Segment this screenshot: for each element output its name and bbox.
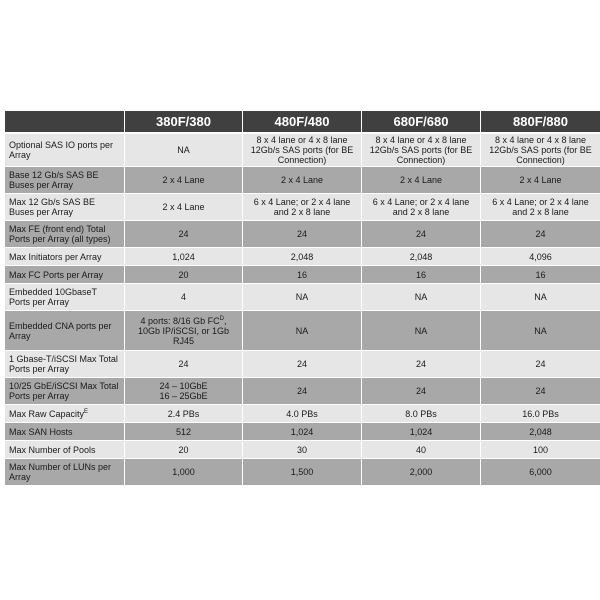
table-cell: 6,000 xyxy=(481,459,600,486)
row-label: Max SAN Hosts xyxy=(5,423,125,441)
table-cell: 2,048 xyxy=(243,248,362,266)
row-label: Max Initiators per Array xyxy=(5,248,125,266)
table-cell: 8 x 4 lane or 4 x 8 lane 12Gb/s SAS ports (for BE Connection) xyxy=(243,133,362,167)
table-row xyxy=(5,378,600,405)
column-header-380: 380F/380 xyxy=(125,111,243,134)
row-label: 10/25 GbE/iSCSI Max Total Ports per Array xyxy=(5,378,125,405)
column-header-880: 880F/880 xyxy=(481,111,600,134)
table-cell: 24 xyxy=(125,351,243,378)
row-label: 1 Gbase-T/iSCSI Max Total Ports per Array xyxy=(5,351,125,378)
spec-table xyxy=(4,110,600,486)
table-cell: 6 x 4 Lane; or 2 x 4 lane and 2 x 8 lane xyxy=(243,194,362,221)
table-cell: NA xyxy=(362,284,481,311)
row-label: Base 12 Gb/s SAS BE Buses per Array xyxy=(5,167,125,194)
table-cell: 16 xyxy=(243,266,362,284)
column-header-480: 480F/480 xyxy=(243,111,362,134)
table-cell: 2.4 PBs xyxy=(125,405,243,423)
table-cell: 1,024 xyxy=(243,423,362,441)
table-cell: 16 xyxy=(362,266,481,284)
table-cell: 6 x 4 Lane; or 2 x 4 lane and 2 x 8 lane xyxy=(481,194,600,221)
table-row xyxy=(5,248,600,266)
row-label: Embedded 10GbaseT Ports per Array xyxy=(5,284,125,311)
table-cell: 2,048 xyxy=(362,248,481,266)
table-cell: 24 xyxy=(243,221,362,248)
table-row xyxy=(5,266,600,284)
table-cell: 8 x 4 lane or 4 x 8 lane 12Gb/s SAS ports (for BE Connection) xyxy=(481,133,600,167)
table-cell: 2 x 4 Lane xyxy=(362,167,481,194)
table-cell: 2,000 xyxy=(362,459,481,486)
table-row xyxy=(5,167,600,194)
table-cell: NA xyxy=(243,311,362,351)
table-cell: 1,024 xyxy=(362,423,481,441)
table-cell: 20 xyxy=(125,266,243,284)
table-row xyxy=(5,221,600,248)
row-label: Embedded CNA ports per Array xyxy=(5,311,125,351)
table-row xyxy=(5,423,600,441)
header-corner xyxy=(5,111,125,134)
table-cell: 2,048 xyxy=(481,423,600,441)
table-cell: 8 x 4 lane or 4 x 8 lane 12Gb/s SAS ports (for BE Connection) xyxy=(362,133,481,167)
table-cell: 40 xyxy=(362,441,481,459)
table-cell: NA xyxy=(125,133,243,167)
raw-capacity-label: Max Raw Capacity xyxy=(9,408,85,419)
table-cell: 6 x 4 Lane; or 2 x 4 lane and 2 x 8 lane xyxy=(362,194,481,221)
table-cell: NA xyxy=(481,284,600,311)
table-cell: 20 xyxy=(125,441,243,459)
table-row xyxy=(5,133,600,167)
table-cell: 2 x 4 Lane xyxy=(125,194,243,221)
table-cell: 16 xyxy=(481,266,600,284)
table-row xyxy=(5,441,600,459)
table-cell: 24 xyxy=(243,351,362,378)
cna-ports-line1: 4 ports: 8/16 Gb FC xyxy=(140,315,220,326)
header-row xyxy=(5,111,600,134)
row-label: Max Number of LUNs per Array xyxy=(5,459,125,486)
table-cell: NA xyxy=(243,284,362,311)
table-cell: 24 xyxy=(481,378,600,405)
iscsi-25g-line2: 16 – 25GbE xyxy=(159,391,208,401)
table-cell: 4 xyxy=(125,284,243,311)
cna-ports-line2: 10Gb IP/iSCSI, or 1Gb RJ45 xyxy=(137,325,230,346)
table-row xyxy=(5,459,600,486)
table-cell: 24 xyxy=(362,221,481,248)
column-header-680: 680F/680 xyxy=(362,111,481,134)
table-cell: 24 xyxy=(362,351,481,378)
row-label: Max FE (front end) Total Ports per Array (all types) xyxy=(5,221,125,248)
table-cell: 2 x 4 Lane xyxy=(481,167,600,194)
table-cell: 24 xyxy=(481,221,600,248)
row-label: Max FC Ports per Array xyxy=(5,266,125,284)
footnote-marker: D xyxy=(219,315,224,322)
table-cell: 24 xyxy=(481,351,600,378)
table-cell: 16.0 PBs xyxy=(481,405,600,423)
table-cell: 30 xyxy=(243,441,362,459)
table-cell xyxy=(125,378,243,405)
table-row xyxy=(5,284,600,311)
table-cell: 24 xyxy=(125,221,243,248)
table-cell: 4.0 PBs xyxy=(243,405,362,423)
table-cell: 512 xyxy=(125,423,243,441)
table-cell: 1,024 xyxy=(125,248,243,266)
row-label xyxy=(5,405,125,423)
table-row xyxy=(5,351,600,378)
iscsi-25g-line1: 24 – 10GbE xyxy=(159,381,208,391)
table-row xyxy=(5,194,600,221)
table-cell: 2 x 4 Lane xyxy=(125,167,243,194)
table-cell: NA xyxy=(481,311,600,351)
table-row xyxy=(5,405,600,423)
row-label: Optional SAS IO ports per Array xyxy=(5,133,125,167)
table-cell: 1,500 xyxy=(243,459,362,486)
table-cell: NA xyxy=(362,311,481,351)
table-cell: 4,096 xyxy=(481,248,600,266)
table-cell: 1,000 xyxy=(125,459,243,486)
table-cell: 100 xyxy=(481,441,600,459)
table-cell: 2 x 4 Lane xyxy=(243,167,362,194)
table-cell: 24 xyxy=(243,378,362,405)
table-row xyxy=(5,311,600,351)
row-label: Max 12 Gb/s SAS BE Buses per Array xyxy=(5,194,125,221)
table-cell: 4 ports: 8/16 Gb $FC^D$, 10Gb IP/iSCSI, or 1Gb RJ45 xyxy=(125,311,243,351)
footnote-marker: E xyxy=(84,408,89,415)
table-cell: 8.0 PBs xyxy=(362,405,481,423)
row-label: Max Number of Pools xyxy=(5,441,125,459)
table-cell: 24 xyxy=(362,378,481,405)
